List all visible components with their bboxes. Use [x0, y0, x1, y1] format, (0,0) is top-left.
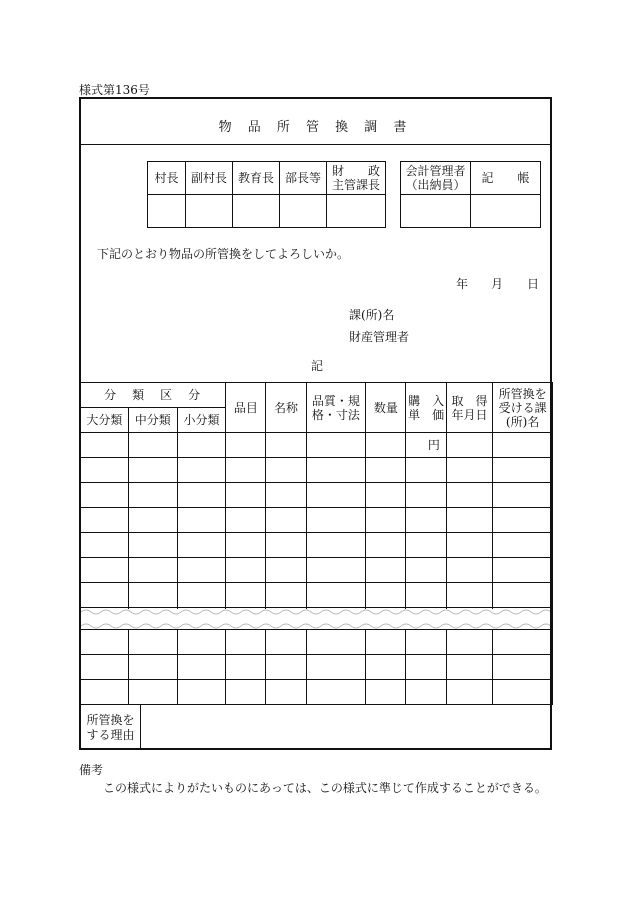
col-header-minor: 小分類 [177, 408, 226, 433]
notes-title: 備考 [79, 763, 104, 777]
table-cell[interactable] [81, 533, 129, 558]
form-frame [79, 97, 552, 750]
table-cell[interactable] [81, 630, 129, 655]
approval-header: 部長等 [280, 162, 327, 195]
table-cell[interactable] [266, 655, 306, 680]
table-cell[interactable] [306, 630, 366, 655]
accounting-table [400, 161, 541, 228]
table-cell[interactable] [128, 630, 177, 655]
approval-header: 村長 [148, 162, 186, 195]
table-cell[interactable] [266, 433, 306, 458]
approval-table [147, 161, 386, 228]
table-cell[interactable] [306, 458, 366, 483]
table-cell[interactable] [81, 483, 129, 508]
table-cell[interactable] [177, 630, 226, 655]
table-cell[interactable] [306, 558, 366, 583]
table-cell[interactable] [226, 655, 266, 680]
col-header-quantity: 数量 [366, 383, 406, 433]
manager-label: 財産管理者 [349, 330, 410, 344]
table-cell[interactable] [406, 458, 446, 483]
col-header-item: 品目 [226, 383, 266, 433]
approval-header: 副村長 [186, 162, 233, 195]
table-cell[interactable] [493, 483, 553, 508]
reason-field[interactable] [142, 705, 550, 750]
table-cell[interactable] [81, 558, 129, 583]
accounting-header: 会計管理者 （出納員） [401, 162, 471, 195]
table-cell[interactable] [366, 558, 406, 583]
table-cell[interactable] [406, 533, 446, 558]
table-cell[interactable] [366, 630, 406, 655]
table-cell[interactable] [406, 630, 446, 655]
col-header-major: 大分類 [81, 408, 129, 433]
col-header-receiving-dept: 所管換を 受ける課 (所)名 [493, 383, 553, 433]
table-cell[interactable] [366, 533, 406, 558]
title-divider [81, 144, 550, 145]
table-cell[interactable] [128, 508, 177, 533]
table-cell[interactable] [177, 508, 226, 533]
table-cell[interactable] [366, 433, 406, 458]
table-cell[interactable] [128, 458, 177, 483]
table-cell[interactable] [493, 458, 553, 483]
table-cell[interactable] [306, 483, 366, 508]
table-cell[interactable] [446, 508, 492, 533]
table-cell[interactable] [493, 583, 553, 608]
items-table [80, 382, 553, 705]
table-cell[interactable] [177, 680, 226, 705]
table-cell[interactable] [128, 558, 177, 583]
table-cell[interactable] [366, 655, 406, 680]
table-cell[interactable] [128, 655, 177, 680]
table-cell[interactable] [266, 630, 306, 655]
table-cell[interactable] [266, 680, 306, 705]
table-cell[interactable] [366, 508, 406, 533]
row-break-wavy-icon [81, 607, 550, 631]
col-header-name: 名称 [266, 383, 306, 433]
table-cell[interactable] [266, 458, 306, 483]
table-cell[interactable] [177, 533, 226, 558]
table-cell[interactable] [177, 458, 226, 483]
table-cell[interactable] [266, 533, 306, 558]
table-cell[interactable] [128, 533, 177, 558]
table-cell[interactable] [128, 583, 177, 608]
table-cell[interactable] [226, 533, 266, 558]
table-cell[interactable] [81, 458, 129, 483]
approval-header: 財 政 主管課長 [327, 162, 386, 195]
table-cell[interactable] [306, 508, 366, 533]
col-header-quality: 品質・規 格・寸法 [306, 383, 366, 433]
table-cell[interactable] [446, 433, 492, 458]
table-cell[interactable] [446, 630, 492, 655]
table-cell[interactable] [306, 583, 366, 608]
table-cell[interactable] [446, 533, 492, 558]
table-cell[interactable] [493, 655, 553, 680]
table-cell[interactable] [493, 433, 553, 458]
date-day: 日 [527, 277, 540, 291]
table-cell[interactable] [177, 558, 226, 583]
table-cell[interactable] [406, 558, 446, 583]
table-cell[interactable] [177, 655, 226, 680]
table-cell[interactable] [493, 533, 553, 558]
table-cell[interactable] [406, 655, 446, 680]
table-cell[interactable] [366, 680, 406, 705]
accounting-header: 記 帳 [471, 162, 541, 195]
table-cell[interactable] [226, 433, 266, 458]
date-month: 月 [491, 277, 504, 291]
table-cell[interactable] [366, 458, 406, 483]
table-cell[interactable] [226, 583, 266, 608]
request-text: 下記のとおり物品の所管換をしてよろしいか。 [97, 247, 350, 261]
table-cell[interactable] [366, 583, 406, 608]
table-cell[interactable] [226, 680, 266, 705]
table-cell[interactable] [406, 508, 446, 533]
department-label: 課(所)名 [349, 308, 395, 322]
table-cell[interactable] [406, 483, 446, 508]
seal-box[interactable] [401, 195, 471, 228]
seal-box[interactable] [471, 195, 541, 228]
table-cell[interactable] [226, 630, 266, 655]
col-header-acquired-date: 取 得 年月日 [446, 383, 492, 433]
table-cell[interactable] [266, 583, 306, 608]
table-cell[interactable] [266, 508, 306, 533]
table-cell[interactable] [177, 483, 226, 508]
table-cell[interactable] [266, 558, 306, 583]
date-year: 年 [456, 277, 469, 291]
seal-box[interactable] [327, 195, 386, 228]
table-cell[interactable] [366, 483, 406, 508]
form-number: 様式第136号 [79, 83, 150, 97]
table-cell[interactable] [128, 483, 177, 508]
table-cell[interactable] [81, 508, 129, 533]
table-cell[interactable] [128, 433, 177, 458]
table-cell[interactable] [226, 508, 266, 533]
table-cell[interactable] [446, 655, 492, 680]
table-cell[interactable] [226, 458, 266, 483]
table-cell[interactable] [446, 558, 492, 583]
table-cell[interactable] [226, 483, 266, 508]
form-title: 物 品 所 管 換 調 書 [218, 120, 413, 135]
table-cell[interactable] [493, 558, 553, 583]
table-cell[interactable] [81, 680, 129, 705]
yen-cell[interactable]: 円 [406, 433, 446, 458]
col-header-middle: 中分類 [128, 408, 177, 433]
table-cell[interactable] [493, 630, 553, 655]
seal-box[interactable] [148, 195, 186, 228]
table-cell[interactable] [446, 680, 492, 705]
approval-header: 教育長 [233, 162, 280, 195]
table-cell[interactable] [177, 433, 226, 458]
reason-label: 所管換を する理由 [81, 705, 141, 750]
table-cell[interactable] [493, 508, 553, 533]
table-cell[interactable] [306, 655, 366, 680]
table-cell[interactable] [81, 583, 129, 608]
seal-box[interactable] [233, 195, 280, 228]
ki-label: 記 [311, 359, 324, 373]
seal-box[interactable] [186, 195, 233, 228]
table-cell[interactable] [266, 483, 306, 508]
table-cell[interactable] [446, 483, 492, 508]
table-cell[interactable] [406, 583, 446, 608]
class-header: 分 類 区 分 [81, 383, 226, 408]
table-cell[interactable] [306, 680, 366, 705]
col-header-unit-price: 購 入 単 価 [406, 383, 446, 433]
table-cell[interactable] [306, 433, 366, 458]
table-cell[interactable] [406, 680, 446, 705]
table-cell[interactable] [226, 558, 266, 583]
table-cell[interactable] [128, 680, 177, 705]
table-cell[interactable] [446, 458, 492, 483]
table-cell[interactable] [493, 680, 553, 705]
seal-box[interactable] [280, 195, 327, 228]
table-cell[interactable] [177, 583, 226, 608]
table-cell[interactable] [81, 433, 129, 458]
table-cell[interactable] [306, 533, 366, 558]
table-cell[interactable] [446, 583, 492, 608]
table-cell[interactable] [81, 655, 129, 680]
notes-text: この様式によりがたいものにあっては、この様式に準じて作成することができる。 [103, 781, 547, 795]
